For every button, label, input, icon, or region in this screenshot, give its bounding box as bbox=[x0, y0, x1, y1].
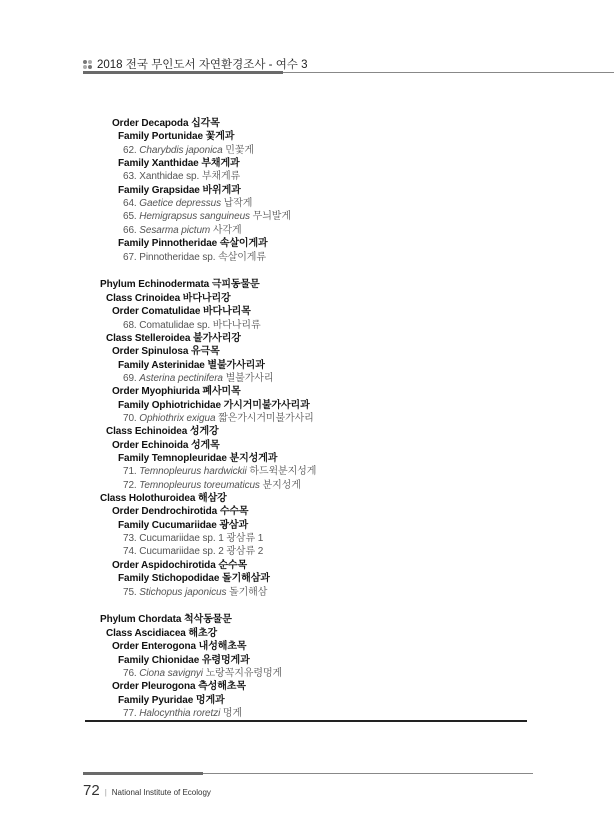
korean-name: 사각게 bbox=[212, 224, 242, 236]
species-number: 63. bbox=[123, 171, 137, 183]
list-end-rule bbox=[85, 720, 527, 722]
family-heading: Family Pinnotheridae 속살이게과 bbox=[118, 238, 268, 250]
species-number: 70. bbox=[123, 412, 137, 424]
species-number: 75. bbox=[123, 586, 137, 598]
page-number: 72 bbox=[83, 782, 100, 799]
species-number: 68. bbox=[123, 319, 137, 331]
species-number: 72. bbox=[123, 479, 137, 491]
scientific-name: Sesarma pictum bbox=[139, 224, 211, 236]
species-number: 71. bbox=[123, 466, 137, 478]
family-heading: Family Stichopodidae 돌기해삼과 bbox=[118, 573, 270, 585]
species-item bbox=[123, 479, 301, 493]
footer-rule-thin bbox=[203, 773, 533, 774]
page-footer bbox=[83, 782, 211, 799]
scientific-name: Gaetice depressus bbox=[139, 198, 221, 210]
species-number: 74. bbox=[123, 546, 137, 558]
species-number: 67. bbox=[123, 251, 137, 263]
korean-name: 분지성게 bbox=[262, 479, 301, 491]
scientific-name: Hemigrapsus sanguineus bbox=[139, 211, 250, 223]
korean-name: 노랑꼭지유령멍게 bbox=[205, 667, 283, 679]
korean-name: 부채게류 bbox=[201, 171, 241, 183]
species-item bbox=[123, 197, 252, 211]
scientific-name: Halocynthia roretzi bbox=[139, 707, 221, 719]
order-heading: Order Spinulosa 유극목 bbox=[112, 346, 220, 358]
species-item bbox=[123, 319, 261, 333]
phylum-heading: Phylum Echinodermata 극피동물문 bbox=[100, 279, 260, 291]
species-item bbox=[123, 251, 266, 265]
order-heading: Order Myophiurida 폐사미목 bbox=[112, 386, 241, 398]
korean-name: 짧은가시거미불가사리 bbox=[218, 412, 314, 424]
header-rule-thin bbox=[283, 72, 614, 73]
species-number: 76. bbox=[123, 667, 137, 679]
korean-name: 납작게 bbox=[223, 198, 253, 210]
species-number: 64. bbox=[123, 198, 137, 210]
scientific-name: Cucumariidae sp. 1 bbox=[139, 533, 224, 545]
family-heading: Family Chionidae 유령멍게과 bbox=[118, 654, 250, 666]
species-item bbox=[123, 170, 240, 184]
scientific-name: Asterina pectinifera bbox=[139, 372, 223, 384]
korean-name: 바다나리류 bbox=[212, 319, 261, 331]
scientific-name: Xanthidae sp. bbox=[139, 171, 200, 183]
footer-separator: | bbox=[104, 788, 107, 797]
species-item bbox=[123, 210, 291, 224]
scientific-name: Charybdis japonica bbox=[139, 144, 223, 156]
family-heading: Family Cucumariidae 광삼과 bbox=[118, 519, 249, 531]
species-item bbox=[123, 144, 254, 158]
scientific-name: Ophiothrix exigua bbox=[139, 412, 216, 424]
korean-name: 무늬발게 bbox=[252, 211, 291, 223]
footer-rule-thick bbox=[83, 772, 203, 775]
scientific-name: Cucumariidae sp. 2 bbox=[139, 546, 224, 558]
institute-name: National Institute of Ecology bbox=[111, 788, 211, 797]
family-heading: Family Grapsidae 바위게과 bbox=[118, 184, 241, 196]
korean-name: 민꽃게 bbox=[225, 144, 254, 156]
species-number: 66. bbox=[123, 224, 137, 236]
scientific-name: Temnopleurus toreumaticus bbox=[139, 479, 260, 491]
header-title: 2018 전국 무인도서 자연환경조사 - 여수 3 bbox=[97, 59, 308, 71]
species-number: 77. bbox=[123, 707, 137, 719]
family-heading: Family Portunidae 꽃게과 bbox=[118, 131, 235, 143]
family-heading: Family Ophiotrichidae 가시거미불가사리과 bbox=[118, 399, 310, 411]
korean-name: 속살이게류 bbox=[218, 251, 266, 263]
class-heading: Class Stelleroidea 불가사리강 bbox=[106, 332, 241, 344]
class-heading: Class Ascidiacea 해초강 bbox=[106, 627, 218, 639]
korean-name: 멍게 bbox=[222, 707, 243, 719]
korean-name: 광삼류 1 bbox=[226, 533, 264, 545]
family-heading: Family Xanthidae 부채게과 bbox=[118, 158, 240, 170]
species-number: 69. bbox=[123, 372, 137, 384]
species-number: 65. bbox=[123, 211, 137, 223]
scientific-name: Pinnotheridae sp. bbox=[139, 251, 216, 263]
species-item bbox=[123, 465, 316, 479]
order-heading: Order Echinoida 성게목 bbox=[112, 439, 220, 451]
korean-name: 별불가사리 bbox=[225, 372, 274, 384]
order-heading: Order Pleurogona 측성해초목 bbox=[112, 681, 246, 693]
family-heading: Family Asterinidae 별불가사리과 bbox=[118, 359, 265, 371]
order-heading: Order Aspidochirotida 순수목 bbox=[112, 559, 248, 571]
scientific-name: Temnopleurus hardwickii bbox=[139, 466, 247, 478]
family-heading: Family Temnopleuridae 분지성게과 bbox=[118, 453, 278, 464]
korean-name: 돌기해삼 bbox=[229, 586, 268, 598]
order-heading: Order Comatulidae 바다나리목 bbox=[112, 306, 251, 318]
species-item bbox=[123, 545, 263, 559]
class-heading: Class Echinoidea 성게강 bbox=[106, 426, 219, 438]
scientific-name: Ciona savignyi bbox=[139, 667, 203, 679]
order-heading: Order Decapoda 십각목 bbox=[112, 118, 220, 129]
species-number: 62. bbox=[123, 144, 137, 156]
species-item bbox=[123, 667, 282, 681]
phylum-heading: Phylum Chordata 척삭동물문 bbox=[100, 614, 232, 626]
running-header bbox=[83, 56, 308, 72]
family-heading: Family Pyuridae 멍게과 bbox=[118, 694, 225, 706]
species-item bbox=[123, 224, 242, 238]
scientific-name: Stichopus japonicus bbox=[139, 586, 227, 598]
species-item bbox=[123, 532, 263, 546]
korean-name: 하드윅분지성게 bbox=[249, 466, 317, 478]
scientific-name: Comatulidae sp. bbox=[139, 319, 211, 331]
species-item bbox=[123, 707, 242, 721]
phylum-heading: Class Holothuroidea 해삼강 bbox=[100, 493, 227, 505]
species-item bbox=[123, 586, 267, 600]
species-number: 73. bbox=[123, 533, 137, 545]
bullet-dots-icon bbox=[83, 60, 92, 69]
species-item bbox=[123, 412, 314, 426]
class-heading: Class Crinoidea 바다나리강 bbox=[106, 292, 231, 304]
korean-name: 광삼류 2 bbox=[226, 546, 264, 558]
species-item bbox=[123, 372, 273, 386]
order-heading: Order Enterogona 내성해초목 bbox=[112, 641, 247, 653]
header-rule-thick bbox=[83, 71, 283, 74]
order-heading: Order Dendrochirotida 수수목 bbox=[112, 506, 249, 518]
